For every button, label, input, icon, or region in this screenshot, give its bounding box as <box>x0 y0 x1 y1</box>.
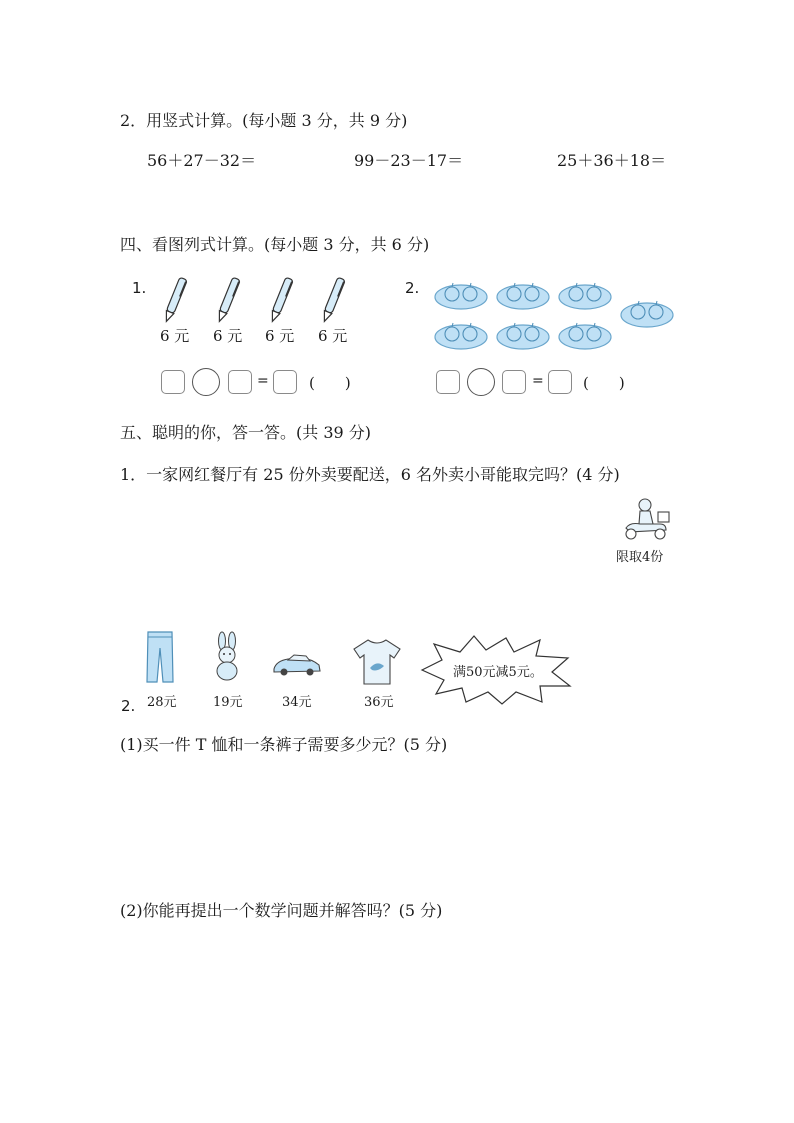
answer-box[interactable] <box>502 370 526 394</box>
apple-plate-icon <box>496 319 550 351</box>
answer-box[interactable] <box>436 370 460 394</box>
apple-plate-icon <box>434 279 488 311</box>
apple-plate-icon <box>558 279 612 311</box>
p2-number: 2. <box>405 279 420 297</box>
pen-price: 6 元 <box>265 327 295 345</box>
pen-icon <box>216 275 240 325</box>
apple-plate-icon <box>496 279 550 311</box>
promo-text: 满50元减5元。 <box>453 665 543 680</box>
s5-q2-number: 2. <box>121 697 136 715</box>
equals-sign: = <box>532 373 544 389</box>
jeans-price: 28元 <box>147 695 177 710</box>
operator-circle[interactable] <box>192 368 220 396</box>
answer-box[interactable] <box>161 370 185 394</box>
unit-paren: ( ) <box>583 374 625 392</box>
unit-paren: ( ) <box>309 374 351 392</box>
delivery-scooter-icon <box>620 496 672 542</box>
q2-title: 2．用竖式计算。(每小题 3 分，共 9 分) <box>120 111 408 130</box>
expr-3: 25＋36＋18＝ <box>557 151 667 170</box>
s5-title: 五、聪明的你，答一答。(共 39 分) <box>120 423 372 442</box>
expr-2: 99－23－17＝ <box>354 151 464 170</box>
s5-q2-sub2: (2)你能再提出一个数学问题并解答吗？(5 分) <box>120 901 443 920</box>
s5-q1-text: 1．一家网红餐厅有 25 份外卖要配送，6 名外卖小哥能取完吗？(4 分) <box>120 465 620 484</box>
answer-box[interactable] <box>273 370 297 394</box>
apple-plate-icon <box>558 319 612 351</box>
jeans-icon <box>145 630 175 684</box>
pen-icon <box>269 275 293 325</box>
answer-box[interactable] <box>228 370 252 394</box>
apple-plate-icon <box>620 297 674 329</box>
expr-1: 56＋27－32＝ <box>147 151 257 170</box>
pen-price: 6 元 <box>213 327 243 345</box>
pen-icon <box>163 275 187 325</box>
pen-price: 6 元 <box>160 327 190 345</box>
p1-number: 1. <box>132 279 147 297</box>
rabbit-price: 19元 <box>213 695 243 710</box>
pen-price: 6 元 <box>318 327 348 345</box>
rabbit-toy-icon <box>210 632 244 682</box>
apple-plate-icon <box>434 319 488 351</box>
pen-icon <box>321 275 345 325</box>
equals-sign: = <box>257 373 269 389</box>
operator-circle[interactable] <box>467 368 495 396</box>
s4-title: 四、看图列式计算。(每小题 3 分，共 6 分) <box>120 235 430 254</box>
toy-car-icon <box>272 653 322 677</box>
t-shirt-icon <box>352 638 402 686</box>
t-shirt-price: 36元 <box>364 695 394 710</box>
answer-box[interactable] <box>548 370 572 394</box>
scooter-tag: 限取4份 <box>616 550 664 565</box>
car-price: 34元 <box>282 695 312 710</box>
s5-q2-sub1: (1)买一件 T 恤和一条裤子需要多少元？(5 分) <box>120 735 448 754</box>
